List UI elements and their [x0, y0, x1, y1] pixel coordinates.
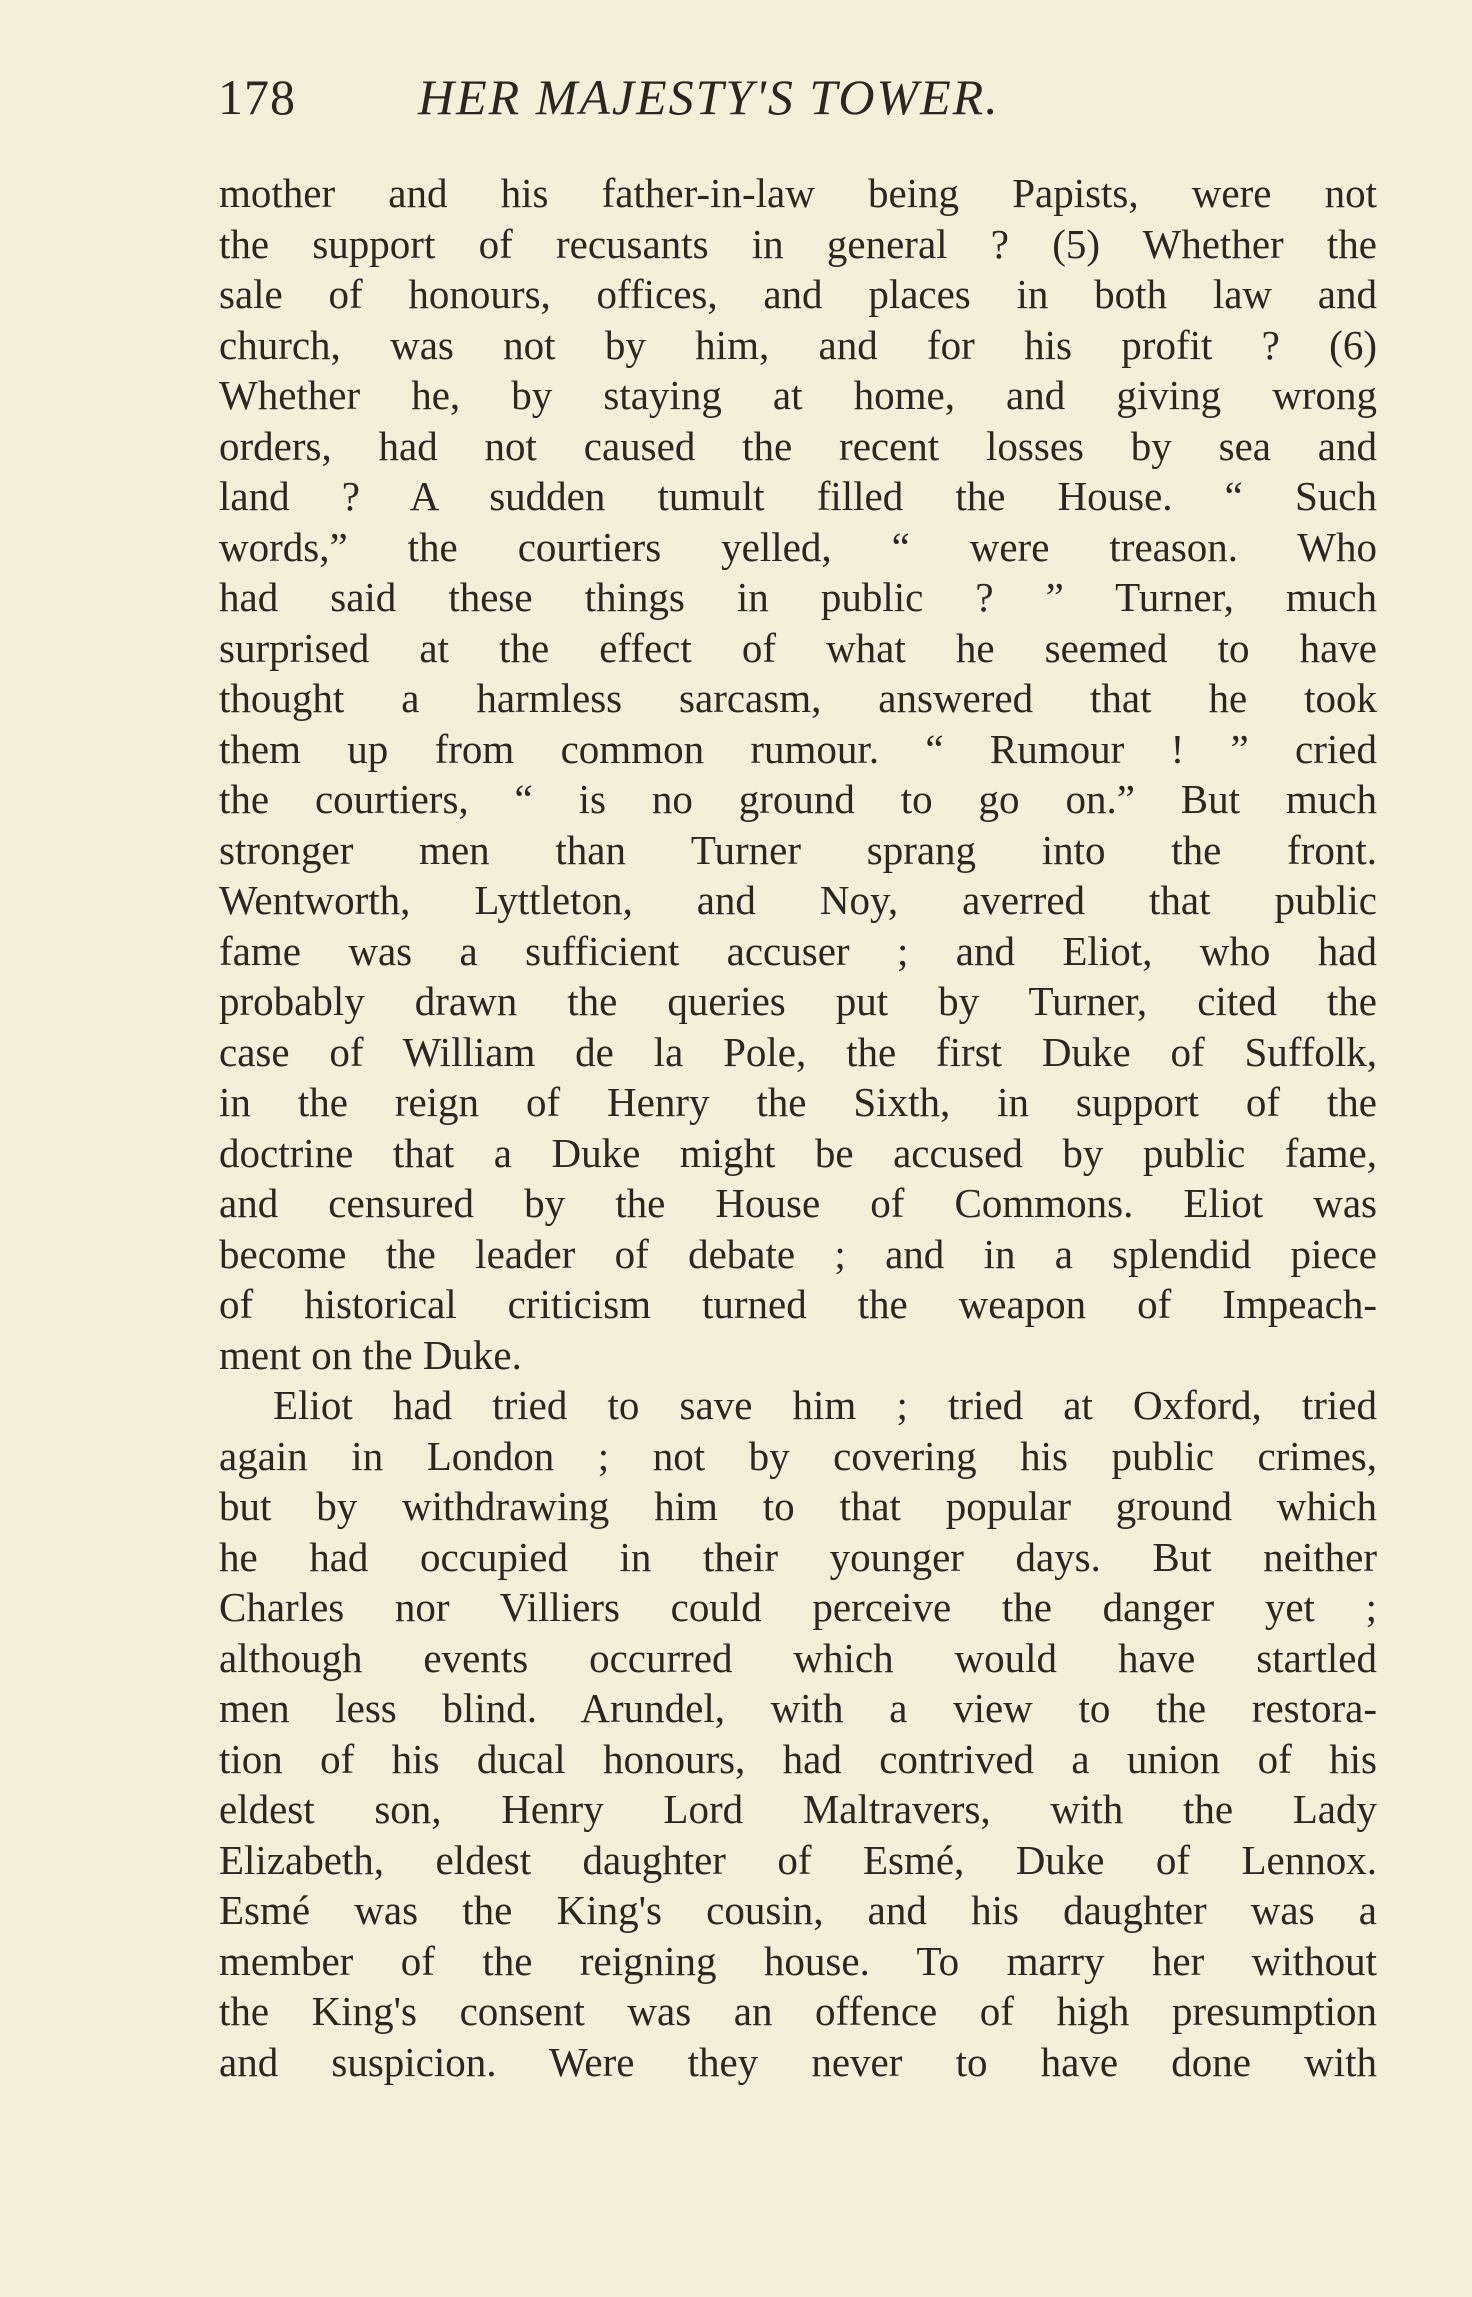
text-line: thought a harmless sarcasm, answered that he took — [219, 675, 1377, 721]
text-line: sale of honours, offices, and places in both law and — [219, 271, 1377, 317]
running-title: HER MAJESTY'S TOWER. — [418, 69, 1000, 125]
text-line: eldest son, Henry Lord Maltravers, with the Lady — [219, 1786, 1377, 1832]
body-text — [219, 168, 1377, 2087]
text-line: ment on the Duke. — [219, 1331, 522, 1378]
text-line: case of William de la Pole, the first Duke of Suffolk, — [219, 1028, 1377, 1075]
text-line: of historical criticism turned the weapon of Impeach- — [219, 1281, 1377, 1327]
text-line: church, was not by him, and for his profit ? (6) — [219, 321, 1377, 368]
text-line: doctrine that a Duke might be accused by public fame, — [219, 1129, 1377, 1176]
text-line: surprised at the effect of what he seemed to have — [219, 624, 1377, 671]
text-line: words,” the courtiers yelled, “ were treason. Who — [219, 523, 1377, 570]
text-line: fame was a sufficient accuser ; and Eliot, who had — [219, 927, 1377, 974]
text-line: he had occupied in their younger days. But neither — [219, 1533, 1377, 1580]
text-line: Charles nor Villiers could perceive the danger yet ; — [219, 1584, 1377, 1630]
text-line: become the leader of debate ; and in a splendid piece — [219, 1230, 1377, 1277]
text-line: probably drawn the queries put by Turner, cited the — [219, 978, 1377, 1024]
text-line: the courtiers, “ is no ground to go on.” But much — [219, 776, 1377, 822]
text-line: them up from common rumour. “ Rumour ! ” cried — [219, 725, 1377, 772]
text-line: although events occurred which would have startled — [219, 1634, 1377, 1681]
text-line: in the reign of Henry the Sixth, in support of the — [219, 1079, 1377, 1125]
text-line: member of the reigning house. To marry her without — [219, 1937, 1377, 1984]
text-line: but by withdrawing him to that popular ground which — [219, 1483, 1377, 1529]
text-line: orders, had not caused the recent losses by sea and — [219, 422, 1377, 469]
text-line: the King's consent was an offence of high presumption — [219, 1988, 1377, 2034]
text-line: Whether he, by staying at home, and giving wrong — [219, 372, 1377, 418]
text-line: the support of recusants in general ? (5) Whether the — [219, 220, 1377, 267]
text-line: mother and his father-in-law being Papists, were not — [219, 170, 1377, 216]
text-line: stronger men than Turner sprang into the front. — [219, 826, 1377, 873]
text-line: had said these things in public ? ” Turner, much — [219, 574, 1377, 620]
text-line: Esmé was the King's cousin, and his daughter was a — [219, 1887, 1377, 1933]
text-line: and suspicion. Were they never to have done with — [219, 2038, 1377, 2085]
running-head — [218, 62, 1178, 132]
text-line: land ? A sudden tumult filled the House. “ Such — [219, 473, 1377, 519]
page-number: 178 — [218, 69, 296, 125]
text-line: and censured by the House of Commons. Eliot was — [219, 1180, 1377, 1226]
text-line: again in London ; not by covering his public crimes, — [219, 1432, 1377, 1479]
text-line: tion of his ducal honours, had contrived a union of his — [219, 1735, 1377, 1782]
text-line: Eliot had tried to save him ; tried at Oxford, tried — [273, 1382, 1377, 1428]
text-line: Wentworth, Lyttleton, and Noy, averred that public — [219, 877, 1377, 923]
text-line: Elizabeth, eldest daughter of Esmé, Duke of Lennox. — [219, 1836, 1377, 1883]
text-line: men less blind. Arundel, with a view to the restora- — [219, 1685, 1377, 1731]
